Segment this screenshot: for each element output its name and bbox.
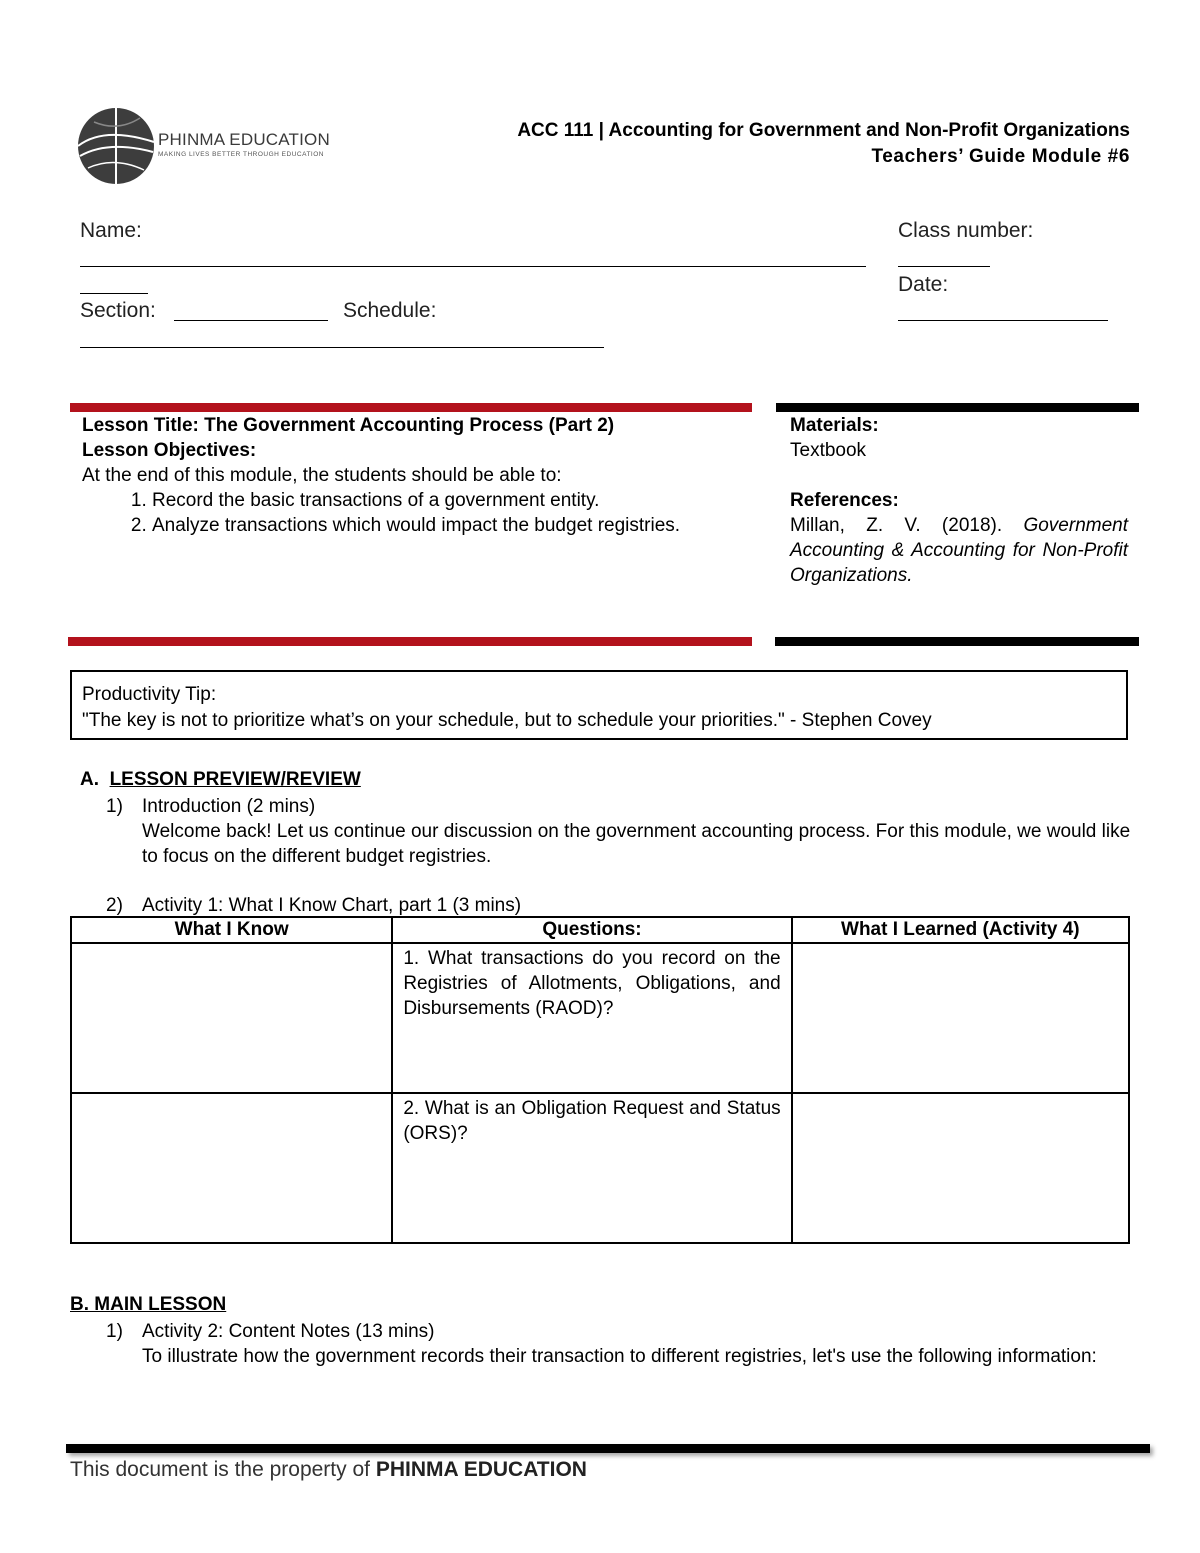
what-i-know-chart [70,916,1130,1244]
lesson-top-bar [70,403,752,412]
section-b-item1-title: Activity 2: Content Notes (13 mins) [142,1321,435,1342]
section-a-item1-num: 1) [106,796,123,817]
objective-item: 2. Analyze transactions which would impact the budget registries. [152,513,742,538]
lesson-title: Lesson Title: The Government Accounting Process (Part 2) [82,415,615,436]
lesson-objectives-label: Lesson Objectives: [82,440,257,461]
header-what-i-know: What I Know [71,917,392,943]
what-i-know-cell-2[interactable] [71,1093,392,1243]
lesson-bottom-bar [68,637,752,646]
class-number-field[interactable] [898,266,990,267]
name-label: Name: [80,219,142,242]
class-number-label: Class number: [898,219,1034,242]
reference-title: Government Accounting & Accounting for Non-Profit Organizations. [790,515,1128,586]
objective-item: 1. Record the basic transactions of a government entity. [152,488,742,513]
materials-top-bar [776,403,1139,412]
reference-text [790,513,1128,588]
section-b-title: B. MAIN LESSON [70,1294,227,1315]
date-field[interactable] [898,320,1108,321]
footer-bar [66,1444,1150,1453]
phinma-globe-icon [74,106,158,186]
table-row [71,943,1129,1093]
materials-label: Materials: [790,415,879,436]
reference-author: Millan, Z. V. (2018). [790,515,1003,536]
footer-text [70,1458,587,1482]
chart-header-row [71,917,1129,943]
name-field[interactable] [80,266,866,267]
header-what-i-learned: What I Learned (Activity 4) [792,917,1129,943]
logo-tagline: MAKING LIVES BETTER THROUGH EDUCATION [158,151,324,158]
section-a-heading [80,767,361,792]
course-title: ACC 111 | Accounting for Government and Non-Profit Organizations [517,120,1130,141]
logo-name: PHINMA EDUCATION [158,130,330,149]
what-i-learned-cell-2[interactable] [792,1093,1129,1243]
what-i-know-cell-1[interactable] [71,943,392,1093]
section-b-item1-num: 1) [106,1321,123,1342]
materials-block [790,413,1128,588]
lesson-objectives-intro: At the end of this module, the students should be able to: [82,465,562,486]
section-a-item2-num: 2) [106,895,123,916]
table-row [71,1093,1129,1243]
materials-bottom-bar [775,637,1139,646]
references-label: References: [790,490,899,511]
question-cell-2: 2. What is an Obligation Request and Status (ORS)? [392,1093,791,1243]
productivity-tip-box [70,670,1128,740]
section-a-letter: A. [80,769,99,790]
section-field[interactable] [174,320,328,321]
materials-value: Textbook [790,440,867,461]
footer-prefix: This document is the property of [70,1458,376,1481]
section-a-item1-text: Welcome back! Let us continue our discussion on the government accounting process. For this module, we would like to focus on the different budget registries. [142,821,1131,867]
schedule-field[interactable] [80,347,604,348]
question-cell-1: 1. What transactions do you record on the Registries of Allotments, Obligations, and Disbursements (RAOD)? [392,943,791,1093]
section-b-item1-text: To illustrate how the government records their transaction to different registries, let's use the following information: [142,1346,1097,1367]
header-questions: Questions: [392,917,791,943]
section-a-item2-title: Activity 1: What I Know Chart, part 1 (3 mins) [142,895,522,916]
section-a-title: LESSON PREVIEW/REVIEW [109,769,361,790]
date-label: Date: [898,273,949,296]
objectives-list [82,488,742,538]
section-a-item1-title: Introduction (2 mins) [142,796,316,817]
lesson-block [82,413,742,538]
section-label: Section: [80,299,156,322]
tip-quote: "The key is not to prioritize what’s on your schedule, but to schedule your priorities." - Stephen Covey [82,710,932,731]
tip-label: Productivity Tip: [82,684,217,705]
name-field-continued[interactable] [80,293,148,294]
schedule-label: Schedule: [343,299,437,322]
guide-title: Teachers’ Guide Module #6 [871,146,1130,167]
what-i-learned-cell-1[interactable] [792,943,1129,1093]
footer-owner: PHINMA EDUCATION [375,1458,587,1481]
